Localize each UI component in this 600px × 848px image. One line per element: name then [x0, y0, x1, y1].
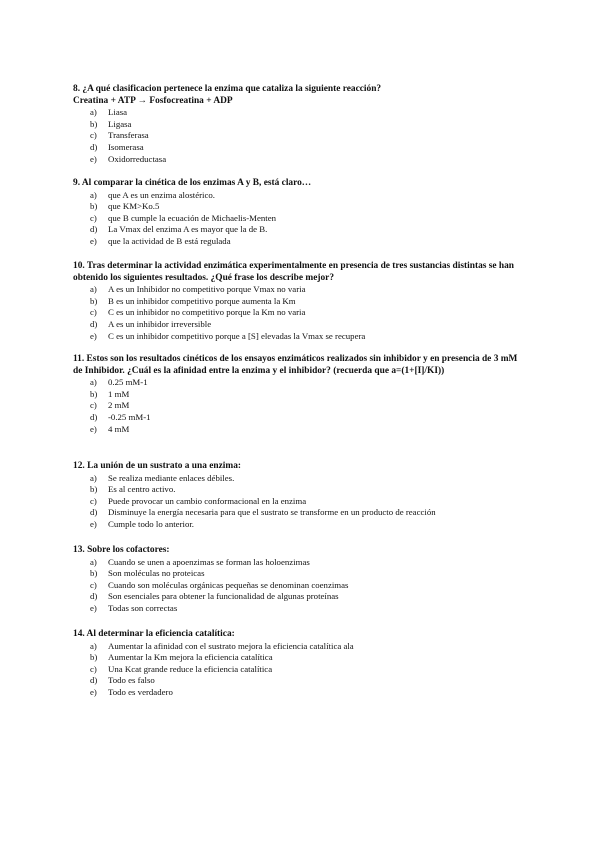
option-letter: a): [90, 284, 97, 295]
option-item: [73, 236, 523, 248]
option-item: [73, 652, 523, 664]
option-letter: c): [90, 130, 97, 141]
option-letter: b): [90, 484, 98, 495]
option-text: Todo es verdadero: [108, 686, 173, 697]
option-letter: b): [90, 568, 98, 579]
option-item: [73, 473, 523, 485]
option-text: Isomerasa: [108, 141, 144, 152]
option-item: [73, 519, 523, 531]
question-title: 13. Sobre los cofactores:: [73, 545, 170, 555]
option-letter: d): [90, 141, 98, 152]
option-letter: e): [90, 686, 97, 697]
question-title: 10. Tras determinar la actividad enzimática experimentalmente en presencia de tres sustancias distintas se han obtenido los siguientes resultados. ¿Qué frase los describe mejor?: [73, 261, 515, 283]
option-item: [73, 557, 523, 569]
option-item: [73, 484, 523, 496]
option-item: [73, 675, 523, 687]
option-text: La Vmax del enzima A es mayor que la de B.: [108, 224, 268, 235]
question-title: 11. Estos son los resultados cinéticos de los ensayos enzimáticos realizados sin inhibidor y en presencia de 3 mM de Inhibidor. ¿Cuál es la afinidad entre la enzima y el inhibidor? (recuerda que a=(1+[I]/KI)): [73, 354, 518, 376]
option-item: [73, 190, 523, 202]
option-text: que A es un enzima alostérico.: [108, 189, 215, 200]
option-item: [73, 603, 523, 615]
option-letter: c): [90, 400, 97, 411]
option-item: [73, 400, 523, 412]
option-letter: e): [90, 518, 97, 529]
question-title: 9. Al comparar la cinética de los enzimas A y B, está claro…: [73, 178, 312, 188]
option-list: [73, 107, 523, 165]
option-letter: d): [90, 411, 98, 422]
option-item: [73, 296, 523, 308]
option-letter: e): [90, 235, 97, 246]
option-letter: d): [90, 591, 98, 602]
option-item: [73, 213, 523, 225]
option-item: [73, 307, 523, 319]
option-letter: d): [90, 224, 98, 235]
option-list: [73, 641, 523, 699]
option-list: [73, 377, 523, 435]
option-list: [73, 190, 523, 248]
option-text: Oxidorreductasa: [108, 153, 167, 164]
option-text: Aumentar la afinidad con el sustrato mejora la eficiencia catalítica ala: [108, 640, 354, 651]
option-item: [73, 142, 523, 154]
option-letter: b): [90, 388, 98, 399]
option-text: A es un inhibidor irreversible: [108, 318, 212, 329]
option-letter: c): [90, 212, 97, 223]
option-text: que B cumple la ecuación de Michaelis-Menten: [108, 212, 277, 223]
option-letter: b): [90, 118, 98, 129]
option-text: que la actividad de B está regulada: [108, 235, 231, 246]
option-letter: d): [90, 318, 98, 329]
option-letter: c): [90, 579, 97, 590]
option-text: Es al centro activo.: [108, 484, 176, 495]
option-text: Aumentar la Km mejora la eficiencia catalítica: [108, 652, 273, 663]
question-title: 12. La unión de un sustrato a una enzima:: [73, 461, 241, 471]
option-text: 4 mM: [108, 423, 130, 434]
option-letter: d): [90, 675, 98, 686]
option-text: 0.25 mM-1: [108, 377, 148, 388]
option-letter: c): [90, 495, 97, 506]
option-letter: c): [90, 663, 97, 674]
option-text: Cuando se unen a apoenzimas se forman las holoenzimas: [108, 556, 310, 567]
option-text: -0.25 mM-1: [108, 411, 151, 422]
option-text: Puede provocar un cambio conformacional en la enzima: [108, 495, 307, 506]
question-13: [73, 545, 523, 615]
option-item: [73, 507, 523, 519]
option-text: C es un inhibidor no competitivo porque la Km no varia: [108, 307, 306, 318]
option-letter: e): [90, 153, 97, 164]
option-letter: a): [90, 472, 97, 483]
option-item: [73, 687, 523, 699]
option-letter: e): [90, 602, 97, 613]
option-text: Todas son correctas: [108, 602, 178, 613]
option-letter: b): [90, 652, 98, 663]
option-item: [73, 130, 523, 142]
option-letter: e): [90, 330, 97, 341]
question-9: [73, 178, 523, 248]
option-item: [73, 580, 523, 592]
option-text: Todo es falso: [108, 675, 155, 686]
option-text: 1 mM: [108, 388, 130, 399]
option-text: Liasa: [108, 107, 128, 118]
option-text: que KM>Ko.5: [108, 201, 160, 212]
option-item: [73, 284, 523, 296]
option-item: [73, 412, 523, 424]
option-text: Ligasa: [108, 118, 132, 129]
option-item: [73, 568, 523, 580]
question-10: [73, 261, 523, 342]
question-14: [73, 629, 523, 699]
option-text: A es un Inhibidor no competitivo porque Vmax no varia: [108, 284, 306, 295]
option-text: Cumple todo lo anterior.: [108, 518, 195, 529]
option-letter: b): [90, 201, 98, 212]
option-item: [73, 377, 523, 389]
question-title: 8. ¿A qué clasificacion pertenece la enzima que cataliza la siguiente reacción?: [73, 84, 382, 94]
option-item: [73, 119, 523, 131]
option-item: [73, 201, 523, 213]
option-item: [73, 389, 523, 401]
option-item: [73, 424, 523, 436]
option-text: Son moléculas no proteicas: [108, 568, 205, 579]
option-text: Transferasa: [108, 130, 149, 141]
option-letter: a): [90, 107, 97, 118]
option-letter: a): [90, 189, 97, 200]
option-list: [73, 473, 523, 531]
option-text: B es un inhibidor competitivo porque aumenta la Km: [108, 295, 296, 306]
option-letter: b): [90, 295, 98, 306]
question-reaction: Creatina + ATP → Fosfocreatina + ADP: [73, 95, 233, 106]
question-11: [73, 354, 523, 435]
option-item: [73, 664, 523, 676]
option-text: Una Kcat grande reduce la eficiencia catalítica: [108, 663, 273, 674]
option-text: 2 mM: [108, 400, 130, 411]
question-12: [73, 461, 523, 531]
option-item: [73, 591, 523, 603]
option-item: [73, 154, 523, 166]
option-text: Son esenciales para obtener la funcionalidad de algunas proteínas: [108, 591, 339, 602]
option-list: [73, 557, 523, 615]
option-letter: a): [90, 640, 97, 651]
option-item: [73, 319, 523, 331]
option-letter: d): [90, 507, 98, 518]
option-item: [73, 331, 523, 343]
option-letter: c): [90, 307, 97, 318]
option-text: C es un inhibidor competitivo porque a [S] elevadas la Vmax se recupera: [108, 330, 366, 341]
option-item: [73, 496, 523, 508]
question-8: [73, 84, 523, 165]
option-item: [73, 224, 523, 236]
option-letter: a): [90, 377, 97, 388]
option-text: Disminuye la energía necesaria para que el sustrato se transforme en un producto de reacción: [108, 507, 436, 518]
option-letter: a): [90, 556, 97, 567]
option-letter: e): [90, 423, 97, 434]
option-text: Se realiza mediante enlaces débiles.: [108, 472, 235, 483]
option-text: Cuando son moléculas orgánicas pequeñas se denominan coenzimas: [108, 579, 349, 590]
option-item: [73, 641, 523, 653]
question-title: 14. Al determinar la eficiencia catalítica:: [73, 629, 235, 639]
option-item: [73, 107, 523, 119]
option-list: [73, 284, 523, 342]
